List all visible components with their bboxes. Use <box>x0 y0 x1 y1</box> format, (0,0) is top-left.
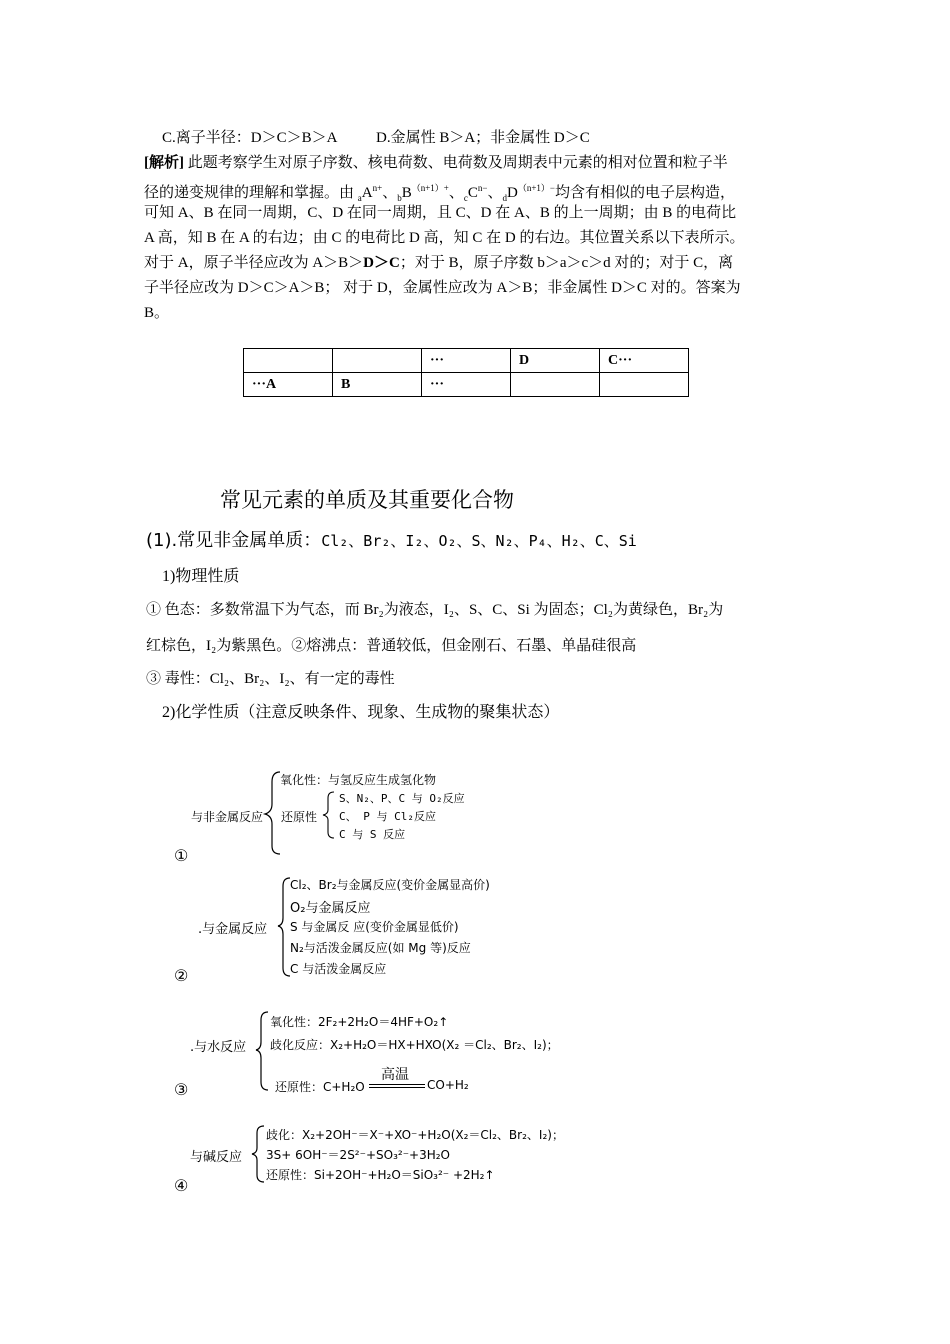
option-d: D.金属性 B＞A；非金属性 D＞C <box>376 130 590 146</box>
phys-title: 1)物理性质 <box>162 568 240 585</box>
d3-line-1: 氧化性：2F₂+2H₂O＝4HF+O₂↑ <box>270 1015 449 1029</box>
phys-line-3: ③ 毒性：Cl₂、Br₂、I₂、有一定的毒性 <box>146 671 395 687</box>
d2-item-4: N₂与活泼金属反应(如 Mg 等)反应 <box>290 941 471 955</box>
ion-b-sub: b <box>397 193 402 203</box>
option-c: C.离子半径：D＞C＞B＞A <box>162 130 338 146</box>
d2-label: .与金属反应 <box>198 922 268 937</box>
d1-r2: C、 P 与 Cl₂反应 <box>339 810 436 823</box>
analysis-text-5b: D＞C <box>363 255 400 271</box>
d4-line-1: 歧化：X₂+2OH⁻＝X⁻+XO⁻+H₂O(X₂＝Cl₂、Br₂、I₂)； <box>266 1128 564 1142</box>
ion-b: B <box>401 185 412 201</box>
d2-marker: ② <box>174 968 189 985</box>
analysis-text-5c: ；对于 B，原子序数 b＞a＞c＞d 对的；对于 C，离 <box>399 255 734 271</box>
analysis-text-5a: 对于 A，原子半径应改为 A＞B＞ <box>144 255 364 271</box>
table-row <box>244 373 689 397</box>
d3-condition: 高温 <box>381 1067 409 1083</box>
d1-label: 与非金属反应 <box>191 810 264 824</box>
ion-c: C <box>467 185 478 201</box>
table-cell: ··· <box>422 349 511 373</box>
ion-c-sub: c <box>463 193 468 203</box>
table-cell <box>600 373 689 397</box>
ion-d-sup: （n+1）− <box>517 183 555 193</box>
ion-b-sup: （n+1）+ <box>411 183 449 193</box>
table-cell: C··· <box>600 349 689 373</box>
phys-line-1: ① 色态：多数常温下为气态，而 Br₂为液态，I₂、S、C、Si 为固态；Cl₂为黄绿色，Br₂为 <box>146 602 724 618</box>
analysis-text-2b: 均含有相似的电子层构造， <box>555 185 736 201</box>
table-cell <box>333 349 422 373</box>
d3-label: .与水反应 <box>190 1040 247 1055</box>
d4-label: 与碱反应 <box>190 1150 243 1165</box>
position-table <box>243 348 689 397</box>
d1-oxidation: 氧化性：与氢反应生成氢化物 <box>280 773 437 787</box>
d3-marker: ③ <box>174 1082 189 1099</box>
brace-icon <box>320 790 340 840</box>
analysis-line-7: B。 <box>144 305 170 321</box>
analysis-line-3: 可知 A、B 在同一周期，C、D 在同一周期，且 C、D 在 A、B 的上一周期；由 B 的电荷比 <box>144 205 737 221</box>
phys-line-2: 红棕色，I₂为紫黑色。②熔沸点：普通较低，但金刚石、石墨、单晶硅很高 <box>146 638 637 654</box>
table-cell: ··· <box>422 373 511 397</box>
d3-line-3a: 还原性：C+H₂O <box>275 1080 365 1094</box>
analysis-line-6: 子半径应改为 D＞C＞A＞B； 对于 D，金属性应改为 A＞B；非金属性 D＞C 对的。答案为 <box>144 280 741 296</box>
d3-line-3b: CO+H₂ <box>427 1078 469 1092</box>
table-row <box>244 349 689 373</box>
heading-list: Cl₂、Br₂、I₂、O₂、S、N₂、P₄、H₂、C、Si <box>321 532 637 550</box>
ion-d: D <box>507 185 518 201</box>
table-cell: ···A <box>244 373 333 397</box>
table-cell <box>244 349 333 373</box>
d2-item-5: C 与活泼金属反应 <box>290 962 387 976</box>
analysis-text-1: 此题考察学生对原子序数、核电荷数、电荷数及周期表中元素的相对位置和粒子半 <box>187 155 728 171</box>
analysis-label: [解析] <box>144 155 184 171</box>
section-heading <box>146 526 637 552</box>
ion-a-sup: n+ <box>372 183 383 193</box>
analysis-line-5 <box>144 251 733 276</box>
table-cell: B <box>333 373 422 397</box>
ion-d-sub: d <box>502 193 507 203</box>
analysis-line-2: 径的递变规律的理解和掌握。由 $_aA^{n+}$、$_bB^{(n+1)+}$、$_cC^{n-}$、$_dD^{(n+1)-}$均含有相似的电子层构造， <box>144 183 736 203</box>
d3-line-2: 歧化反应：X₂+H₂O＝HX+HXO(X₂ ＝Cl₂、Br₂、I₂)； <box>270 1038 559 1052</box>
ion-a-sub: a <box>357 193 362 203</box>
d1-reduction: 还原性 <box>281 810 318 824</box>
d4-line-3: 还原性：Si+2OH⁻+H₂O＝SiO₃²⁻ +2H₂↑ <box>266 1168 495 1182</box>
section-title: 常见元素的单质及其重要化合物 <box>220 488 514 512</box>
d2-item-1: Cl₂、Br₂与金属反应(变价金属显高价) <box>290 878 490 892</box>
equals-line <box>369 1087 425 1088</box>
analysis-text-2a: 径的递变规律的理解和掌握。由 <box>144 185 358 201</box>
heading-prefix: (1).常见非金属单质： <box>146 530 322 551</box>
d1-r1: S、N₂、P、C 与 O₂反应 <box>339 792 465 805</box>
d2-item-3: S 与金属反 应(变价金属显低价) <box>290 920 459 934</box>
ion-c-sup: n− <box>477 183 488 193</box>
d2-item-2: O₂与金属反应 <box>290 901 371 916</box>
chem-title: 2)化学性质（注意反映条件、现象、生成物的聚集状态） <box>162 704 560 721</box>
analysis-line-4: A 高，知 B 在 A 的右边；由 C 的电荷比 D 高，知 C 在 D 的右边。其位置关系以下表所示。 <box>144 230 745 246</box>
ion-a: A <box>361 185 373 201</box>
table-cell <box>511 373 600 397</box>
d4-marker: ④ <box>174 1178 189 1195</box>
d4-line-2: 3S+ 6OH⁻＝2S²⁻+SO₃²⁻+3H₂O <box>266 1148 450 1162</box>
table-cell: D <box>511 349 600 373</box>
d1-r3: C 与 S 反应 <box>339 828 406 841</box>
analysis-line-1 <box>144 151 728 176</box>
equals-line <box>369 1084 425 1085</box>
d1-marker: ① <box>174 848 189 865</box>
